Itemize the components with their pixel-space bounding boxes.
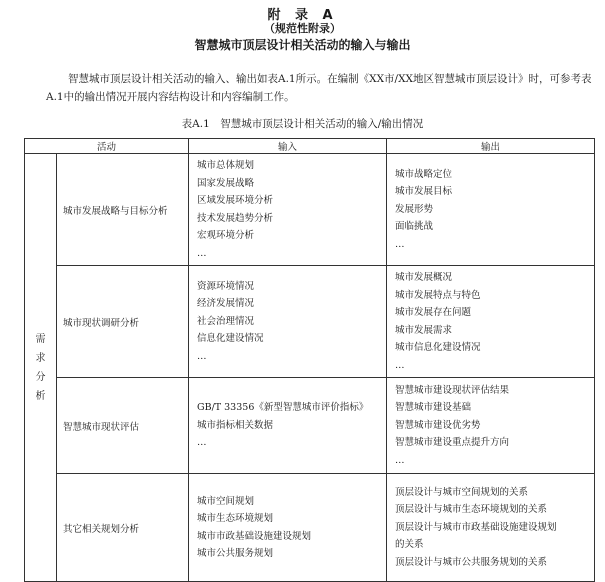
input-item: 城市指标相关数据 bbox=[197, 419, 274, 431]
output-item: 城市发展目标 bbox=[395, 186, 453, 198]
output-cell bbox=[387, 378, 595, 474]
output-item: 城市发展概况 bbox=[395, 272, 453, 283]
category-char: 求 bbox=[35, 352, 46, 364]
header-output: 输出 bbox=[387, 139, 595, 154]
output-item: 智慧城市建设优劣势 bbox=[395, 419, 481, 431]
table-row bbox=[25, 378, 595, 474]
input-item: 城市市政基础设施建设规划 bbox=[197, 530, 312, 542]
input-item: 社会治理情况 bbox=[197, 315, 255, 327]
output-item: 顶层设计与城市空间规划的关系 bbox=[395, 486, 529, 498]
input-item: 国家发展战略 bbox=[197, 177, 255, 189]
header-input: 输入 bbox=[189, 139, 387, 154]
output-item: … bbox=[395, 238, 405, 250]
category-char: 析 bbox=[35, 390, 46, 402]
output-item: 城市战略定位 bbox=[395, 168, 453, 180]
input-item: 城市总体规划 bbox=[197, 160, 255, 171]
output-item: 发展形势 bbox=[395, 203, 434, 215]
output-item: 面临挑战 bbox=[395, 221, 434, 233]
input-item: 信息化建设情况 bbox=[197, 333, 264, 345]
appendix-heading: 附 录 A bbox=[267, 8, 338, 23]
input-item: 城市生态环境规划 bbox=[197, 513, 274, 524]
table-row bbox=[25, 154, 595, 266]
activity-cell: 其它相关规划分析 bbox=[57, 474, 189, 582]
appendix-title: 智慧城市顶层设计相关活动的输入与输出 bbox=[194, 38, 411, 52]
output-item: 城市信息化建设情况 bbox=[395, 342, 481, 353]
output-cell bbox=[387, 474, 595, 582]
output-item: 智慧城市建设现状评估结果 bbox=[395, 384, 510, 396]
output-cell bbox=[387, 266, 595, 378]
output-item: … bbox=[395, 454, 405, 466]
input-cell bbox=[189, 266, 387, 378]
input-item: … bbox=[197, 247, 207, 259]
activity-cell: 城市发展战略与目标分析 bbox=[57, 154, 189, 266]
input-item: 宏观环境分析 bbox=[197, 230, 255, 241]
output-item: 顶层设计与城市市政基础设施建设规划 bbox=[395, 521, 557, 533]
activity-cell: 城市现状调研分析 bbox=[57, 266, 189, 378]
output-item: … bbox=[395, 359, 405, 371]
input-cell bbox=[189, 474, 387, 582]
output-item: 城市发展特点与特色 bbox=[395, 289, 481, 301]
table-row bbox=[25, 266, 595, 378]
output-cell bbox=[387, 154, 595, 266]
category-char: 需 bbox=[35, 333, 46, 345]
output-item: 智慧城市建设基础 bbox=[395, 402, 472, 414]
io-table bbox=[24, 138, 595, 582]
input-item: 技术发展趋势分析 bbox=[197, 212, 274, 224]
input-item: 资源环境情况 bbox=[197, 280, 255, 292]
input-item: GB/T 33356《新型智慧城市评价指标》 bbox=[197, 402, 369, 414]
output-item: 城市发展存在问题 bbox=[395, 307, 472, 318]
input-item: 城市公共服务规划 bbox=[197, 548, 274, 559]
input-item: 区域发展环境分析 bbox=[197, 195, 274, 206]
output-item: 的关系 bbox=[395, 539, 424, 551]
input-cell bbox=[189, 154, 387, 266]
input-item: 经济发展情况 bbox=[197, 298, 255, 310]
table-caption: 表A.1 智慧城市顶层设计相关活动的输入/输出情况 bbox=[181, 118, 424, 130]
category-cell bbox=[25, 154, 57, 582]
input-item: … bbox=[197, 437, 207, 449]
input-item: 城市空间规划 bbox=[197, 495, 255, 507]
output-item: 顶层设计与城市生态环境规划的关系 bbox=[395, 504, 548, 516]
activity-cell: 智慧城市现状评估 bbox=[57, 378, 189, 474]
output-item: 智慧城市建设重点提升方向 bbox=[395, 437, 510, 449]
intro-paragraph: 智慧城市顶层设计相关活动的输入、输出如表A.1所示。在编制《XX市/XX地区智慧城市顶层设计》时，可参考表A.1中的输出情况开展内容结构设计和内容编制工作。 bbox=[46, 73, 592, 103]
appendix-nature: （规范性附录） bbox=[264, 22, 341, 35]
output-item: 城市发展需求 bbox=[395, 324, 453, 336]
table-row bbox=[25, 474, 595, 582]
input-cell bbox=[189, 378, 387, 474]
input-item: … bbox=[197, 350, 207, 362]
header-activity: 活动 bbox=[25, 139, 189, 154]
output-item: 顶层设计与城市公共服务规划的关系 bbox=[395, 556, 548, 568]
category-char: 分 bbox=[35, 371, 46, 383]
